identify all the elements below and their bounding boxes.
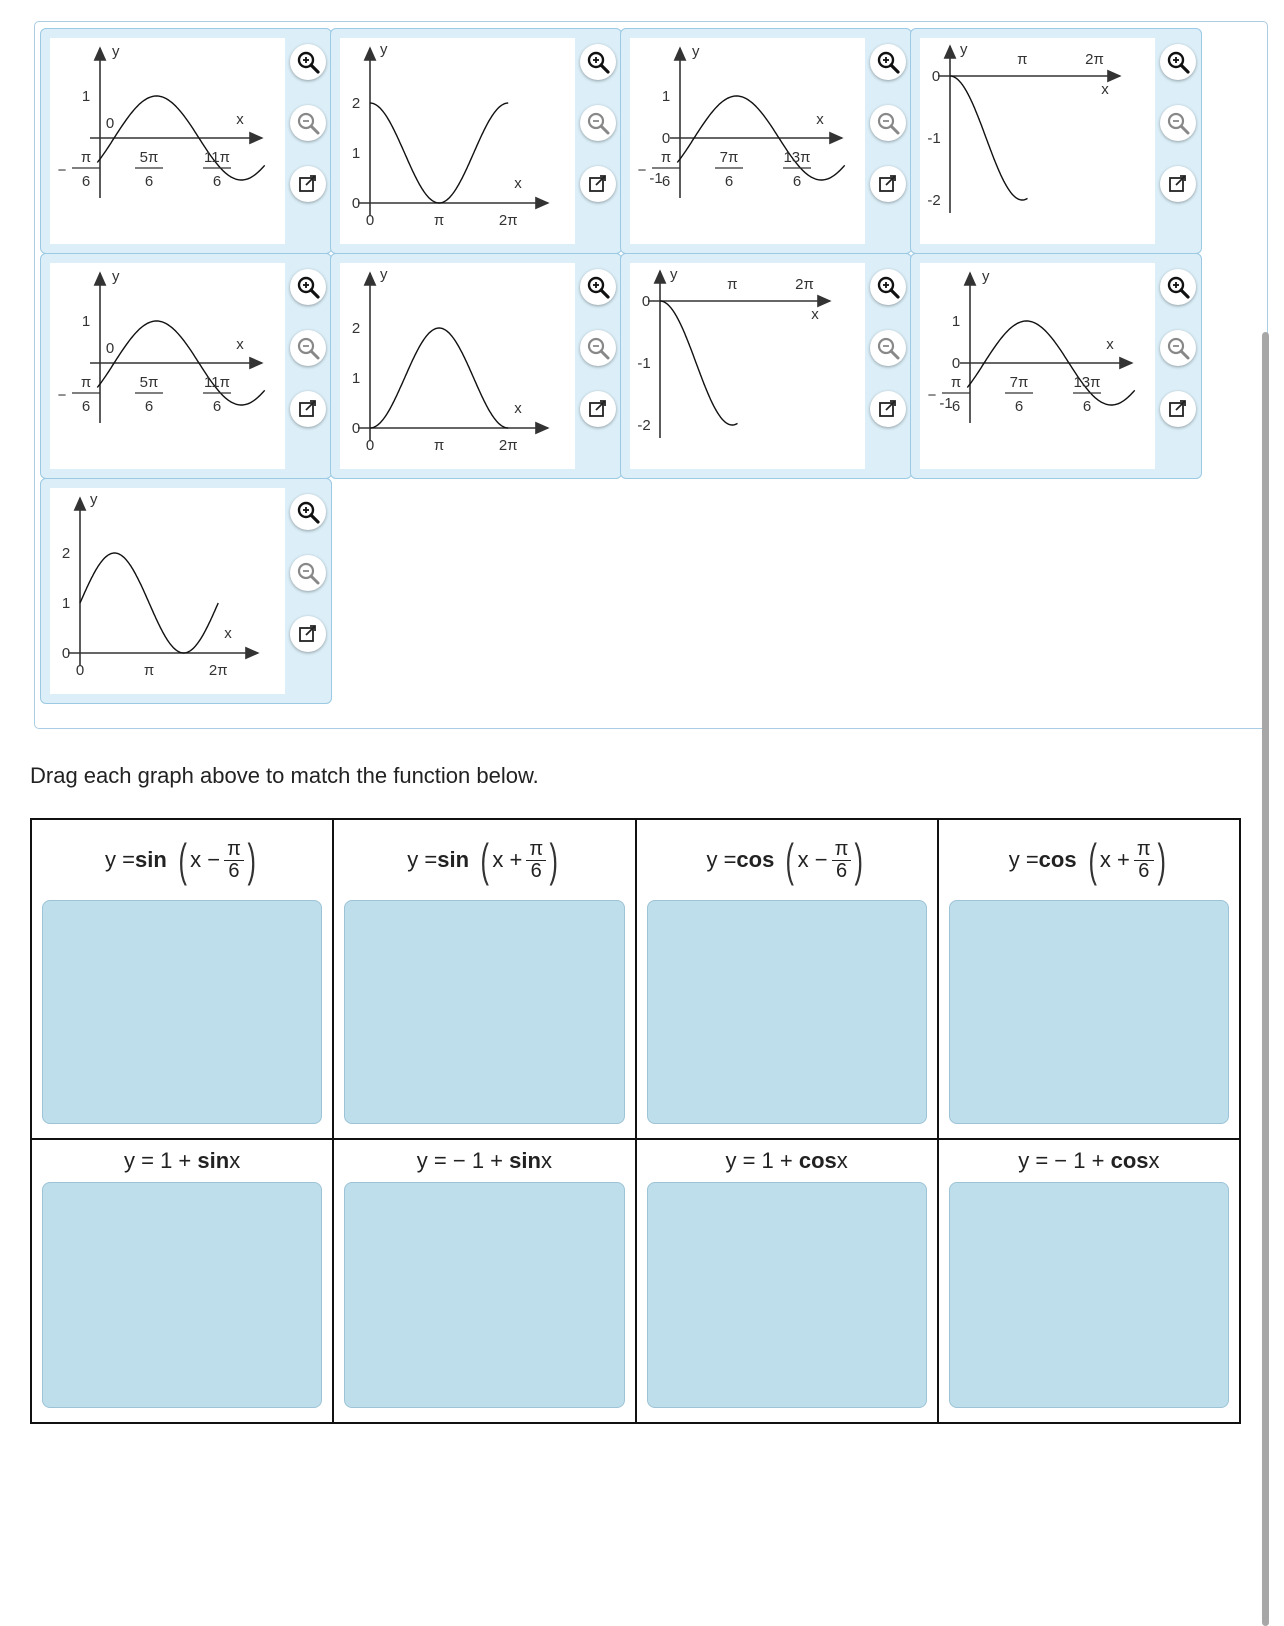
- x-tick-pi: π: [433, 437, 445, 454]
- match-cell-6: [333, 1139, 635, 1423]
- y-tick-2: 2: [351, 320, 361, 337]
- x-tick-2-num: 7π: [1009, 374, 1029, 391]
- graph-4-card[interactable]: [910, 28, 1202, 254]
- x-tick-3-den: 6: [1082, 398, 1092, 415]
- y-axis-label: y: [670, 266, 678, 283]
- matching-table: [30, 818, 1241, 1424]
- graph-7-plot: [630, 263, 865, 469]
- zoom-in-icon: [295, 274, 321, 300]
- open-external-icon: [1165, 396, 1191, 422]
- x-tick-pi-over-6-den: 6: [81, 173, 91, 190]
- y-tick-1: 1: [661, 88, 671, 105]
- open-external-button[interactable]: [290, 166, 326, 202]
- x-tick-0: 0: [75, 662, 85, 679]
- zoom-out-icon: [875, 335, 901, 361]
- zoom-out-button[interactable]: [870, 105, 906, 141]
- graph-canvas[interactable]: [340, 263, 575, 469]
- x-axis-label: x: [236, 336, 244, 353]
- x-tick-0: 0: [365, 437, 375, 454]
- x-tick-2pi: 2π: [498, 212, 518, 229]
- y-tick-0: 0: [351, 420, 361, 437]
- function-label: y = sin ( x + $\frac{\pi}{6}$ ): [407, 834, 559, 886]
- y-tick-0: 0: [641, 293, 651, 310]
- zoom-in-button[interactable]: [870, 269, 906, 305]
- x-axis-label: x: [1101, 81, 1109, 98]
- x-tick-2-num: 5π: [139, 149, 159, 166]
- x-axis-label: x: [514, 400, 522, 417]
- x-tick-2: [1005, 374, 1033, 415]
- function-label: y = − 1 + sin x: [416, 1148, 552, 1173]
- function-label: y = 1 + sin x: [124, 1148, 241, 1173]
- y-axis-label: y: [112, 268, 120, 285]
- open-external-button[interactable]: [290, 616, 326, 652]
- graph-8-card[interactable]: [910, 253, 1202, 479]
- x-axis-label: x: [811, 306, 819, 323]
- zoom-in-icon: [875, 49, 901, 75]
- x-tick-pi-over-6-minus: −: [57, 162, 67, 179]
- x-tick-pi-over-6-num: π: [950, 374, 962, 391]
- y-tick-neg1: -1: [649, 170, 663, 187]
- match-cell-5: [31, 1139, 333, 1423]
- open-external-button[interactable]: [580, 166, 616, 202]
- zoom-out-icon: [585, 110, 611, 136]
- y-tick-neg2: -2: [637, 417, 651, 434]
- zoom-in-button[interactable]: [580, 269, 616, 305]
- zoom-out-icon: [1165, 335, 1191, 361]
- zoom-in-icon: [295, 499, 321, 525]
- x-tick-pi-over-6-den: 6: [81, 398, 91, 415]
- zoom-in-button[interactable]: [580, 44, 616, 80]
- graph-2-plot: [340, 38, 575, 244]
- y-tick-0: 0: [351, 195, 361, 212]
- x-tick-2: [135, 374, 163, 415]
- x-tick-pi-over-6-num: π: [80, 149, 92, 166]
- graph-canvas[interactable]: [340, 38, 575, 244]
- zoom-in-button[interactable]: [1160, 269, 1196, 305]
- x-tick-3: [1073, 374, 1101, 415]
- open-external-button[interactable]: [870, 166, 906, 202]
- zoom-out-button[interactable]: [1160, 330, 1196, 366]
- drop-zone-neg1-plus-cos[interactable]: [949, 1182, 1229, 1408]
- drop-zone-1-plus-cos[interactable]: [647, 1182, 927, 1408]
- zoom-out-button[interactable]: [580, 330, 616, 366]
- match-cell-2: [333, 819, 635, 1139]
- zoom-out-button[interactable]: [1160, 105, 1196, 141]
- y-tick-0: 0: [931, 68, 941, 85]
- x-tick-2pi: 2π: [795, 276, 814, 293]
- instruction-text: Drag each graph above to match the function below.: [30, 763, 539, 788]
- open-external-button[interactable]: [580, 391, 616, 427]
- y-tick-neg1: -1: [637, 355, 651, 372]
- x-tick-3-den: 6: [212, 398, 222, 415]
- x-tick-2-den: 6: [144, 173, 154, 190]
- open-external-icon: [295, 621, 321, 647]
- x-tick-2-den: 6: [724, 173, 734, 190]
- curve: [660, 301, 738, 425]
- x-tick-pi: π: [1017, 51, 1028, 68]
- graph-2-card[interactable]: [330, 28, 622, 254]
- x-tick-2: [715, 149, 743, 190]
- zoom-in-icon: [1165, 49, 1191, 75]
- drop-zone-1-plus-sin[interactable]: [42, 1182, 322, 1408]
- zoom-in-button[interactable]: [870, 44, 906, 80]
- x-axis-label: x: [1106, 336, 1114, 353]
- x-tick-3-num: 11π: [204, 149, 230, 166]
- x-tick-2: [135, 149, 163, 190]
- y-axis-label: y: [380, 41, 388, 58]
- graph-1-card[interactable]: [40, 28, 332, 254]
- y-axis-label: y: [112, 43, 120, 60]
- zoom-out-button[interactable]: [290, 555, 326, 591]
- graph-5-card[interactable]: [40, 253, 332, 479]
- open-external-icon: [585, 396, 611, 422]
- zoom-out-button[interactable]: [870, 330, 906, 366]
- zoom-in-button[interactable]: [290, 269, 326, 305]
- zoom-out-icon: [875, 110, 901, 136]
- graph-8-plot: [920, 263, 1155, 469]
- open-external-icon: [875, 396, 901, 422]
- y-tick-1: 1: [81, 88, 91, 105]
- x-tick-pi-over-6-num: π: [660, 149, 672, 166]
- x-tick-2pi: 2π: [208, 662, 228, 679]
- zoom-out-button[interactable]: [580, 105, 616, 141]
- x-tick-pi-over-6: [58, 374, 100, 415]
- match-cell-4: [938, 819, 1240, 1139]
- function-label: y = sin ( x − $\frac{\pi}{6}$ ): [105, 834, 256, 886]
- curve: [370, 103, 508, 203]
- zoom-in-icon: [875, 274, 901, 300]
- x-tick-pi-over-6: [58, 149, 100, 190]
- graph-canvas[interactable]: [50, 38, 285, 244]
- y-axis-label: y: [380, 266, 388, 283]
- x-axis-label: x: [816, 111, 824, 128]
- scrollbar[interactable]: [1262, 332, 1269, 1626]
- y-tick-2: 2: [61, 545, 71, 562]
- open-external-button[interactable]: [870, 391, 906, 427]
- drop-zone-sin-minus[interactable]: [42, 900, 322, 1124]
- y-tick-1: 1: [351, 370, 361, 387]
- x-tick-pi-over-6-num: π: [80, 374, 92, 391]
- origin-label: 0: [105, 115, 115, 132]
- x-tick-2-den: 6: [144, 398, 154, 415]
- open-external-button[interactable]: [290, 391, 326, 427]
- zoom-in-button[interactable]: [290, 44, 326, 80]
- y-tick-neg2: -2: [927, 192, 941, 209]
- x-tick-pi: π: [433, 212, 445, 229]
- y-tick-1: 1: [81, 313, 91, 330]
- curve: [80, 553, 218, 653]
- drop-zone-neg1-plus-sin[interactable]: [344, 1182, 624, 1408]
- x-tick-3-den: 6: [212, 173, 222, 190]
- graph-5-plot: [50, 263, 285, 469]
- match-cell-8: [938, 1139, 1240, 1423]
- y-tick-2: 2: [351, 95, 361, 112]
- graph-canvas[interactable]: [920, 38, 1155, 244]
- x-tick-pi-over-6-den: 6: [951, 398, 961, 415]
- x-axis-label: x: [236, 111, 244, 128]
- x-tick-pi-over-6-minus: −: [637, 162, 647, 179]
- origin-label: 0: [105, 340, 115, 357]
- y-tick-neg1: -1: [939, 395, 953, 412]
- function-label: y = cos ( x − $\frac{\pi}{6}$ ): [706, 834, 864, 886]
- open-external-icon: [875, 171, 901, 197]
- x-axis-label: x: [514, 175, 522, 192]
- open-external-icon: [1165, 171, 1191, 197]
- function-label: y = 1 + cos x: [725, 1148, 848, 1173]
- open-external-button[interactable]: [1160, 166, 1196, 202]
- graph-canvas[interactable]: [50, 263, 285, 469]
- y-tick-0: 0: [61, 645, 71, 662]
- zoom-out-icon: [585, 335, 611, 361]
- y-tick-0: 0: [661, 130, 671, 147]
- zoom-in-button[interactable]: [290, 494, 326, 530]
- graph-3-card[interactable]: [620, 28, 912, 254]
- zoom-in-icon: [1165, 274, 1191, 300]
- y-tick-1: 1: [951, 313, 961, 330]
- match-cell-7: [636, 1139, 938, 1423]
- zoom-out-icon: [295, 560, 321, 586]
- zoom-in-icon: [295, 49, 321, 75]
- x-tick-2-den: 6: [1014, 398, 1024, 415]
- match-cell-1: [31, 819, 333, 1139]
- x-tick-pi: π: [143, 662, 155, 679]
- x-tick-3: [783, 149, 811, 190]
- open-external-icon: [295, 396, 321, 422]
- y-tick-1: 1: [351, 145, 361, 162]
- zoom-out-icon: [295, 335, 321, 361]
- zoom-out-icon: [1165, 110, 1191, 136]
- graph-6-plot: [340, 263, 575, 469]
- zoom-in-icon: [585, 49, 611, 75]
- y-axis-label: y: [982, 268, 990, 285]
- curve: [370, 328, 508, 428]
- graph-9-card[interactable]: [40, 478, 332, 704]
- graph-7-card[interactable]: [620, 253, 912, 479]
- match-cell-3: [636, 819, 938, 1139]
- y-axis-label: y: [90, 491, 98, 508]
- open-external-icon: [585, 171, 611, 197]
- graph-canvas[interactable]: [50, 488, 285, 694]
- graph-6-card[interactable]: [330, 253, 622, 479]
- x-tick-3-num: 13π: [783, 149, 811, 166]
- graph-1-plot: [50, 38, 285, 244]
- x-tick-pi: π: [727, 276, 738, 293]
- graph-canvas[interactable]: [920, 263, 1155, 469]
- y-axis-label: y: [692, 43, 700, 60]
- x-tick-2pi: 2π: [1085, 51, 1104, 68]
- x-axis-label: x: [224, 625, 232, 642]
- graph-9-plot: [50, 488, 285, 694]
- drop-zone-cos-plus[interactable]: [949, 900, 1229, 1124]
- graph-canvas[interactable]: [630, 263, 865, 469]
- graph-4-plot: [920, 38, 1155, 244]
- function-label: y = − 1 + cos x: [1018, 1148, 1160, 1173]
- x-tick-3-num: 13π: [1073, 374, 1101, 391]
- x-tick-2-num: 5π: [139, 374, 159, 391]
- y-tick-neg1: -1: [927, 130, 941, 147]
- x-tick-pi-over-6-minus: −: [57, 387, 67, 404]
- zoom-out-button[interactable]: [290, 330, 326, 366]
- x-tick-2pi: 2π: [498, 437, 518, 454]
- x-tick-3: [203, 374, 231, 415]
- open-external-button[interactable]: [1160, 391, 1196, 427]
- zoom-in-icon: [585, 274, 611, 300]
- graph-3-plot: [630, 38, 865, 244]
- zoom-out-icon: [295, 110, 321, 136]
- x-tick-pi-over-6-den: 6: [661, 173, 671, 190]
- y-tick-0: 0: [951, 355, 961, 372]
- graph-canvas[interactable]: [630, 38, 865, 244]
- open-external-icon: [295, 171, 321, 197]
- drop-zone-cos-minus[interactable]: [647, 900, 927, 1124]
- x-tick-pi-over-6-minus: −: [927, 387, 937, 404]
- curve: [950, 76, 1028, 200]
- x-tick-2-num: 7π: [719, 149, 739, 166]
- y-tick-1: 1: [61, 595, 71, 612]
- x-tick-3-den: 6: [792, 173, 802, 190]
- zoom-in-button[interactable]: [1160, 44, 1196, 80]
- y-axis-label: y: [960, 41, 968, 58]
- drop-zone-sin-plus[interactable]: [344, 900, 624, 1124]
- x-tick-3: [203, 149, 231, 190]
- function-label: y = cos ( x + $\frac{\pi}{6}$ ): [1008, 834, 1166, 886]
- zoom-out-button[interactable]: [290, 105, 326, 141]
- x-tick-0: 0: [365, 212, 375, 229]
- x-tick-3-num: 11π: [204, 374, 230, 391]
